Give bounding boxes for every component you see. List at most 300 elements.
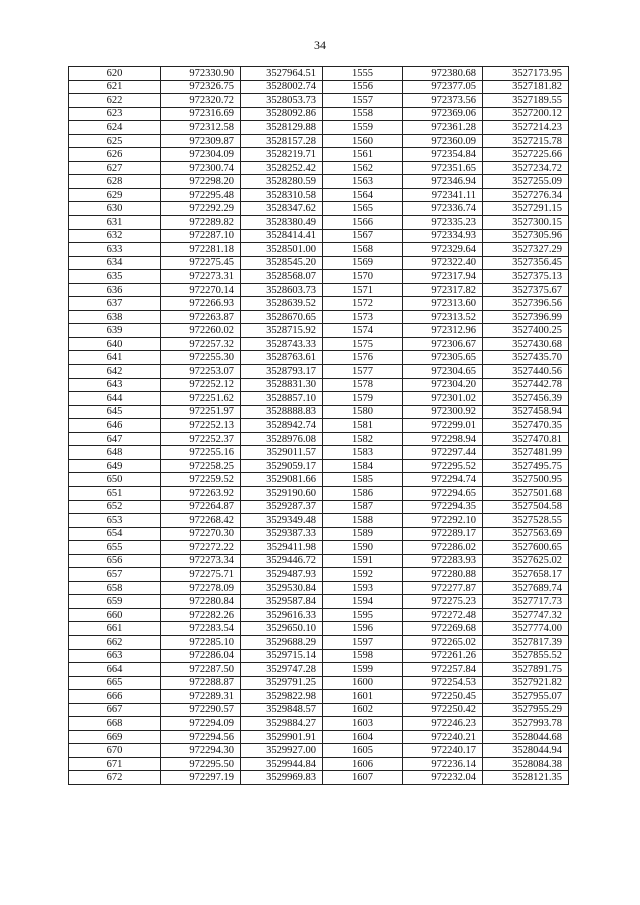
point-number-cell: 634: [69, 256, 161, 270]
point-number-cell: 667: [69, 703, 161, 717]
y-coordinate-cell: 3529487.93: [241, 568, 323, 582]
point-number-cell: 1600: [323, 676, 403, 690]
x-coordinate-cell: 972288.87: [161, 676, 241, 690]
x-coordinate-cell: 972377.05: [403, 80, 483, 94]
y-coordinate-cell: 3529969.83: [241, 771, 323, 785]
y-coordinate-cell: 3528310.58: [241, 188, 323, 202]
y-coordinate-cell: 3529530.84: [241, 581, 323, 595]
point-number-cell: 630: [69, 202, 161, 216]
point-number-cell: 648: [69, 446, 161, 460]
point-number-cell: 651: [69, 486, 161, 500]
point-number-cell: 650: [69, 473, 161, 487]
point-number-cell: 1557: [323, 94, 403, 108]
y-coordinate-cell: 3527234.72: [483, 161, 569, 175]
x-coordinate-cell: 972290.57: [161, 703, 241, 717]
point-number-cell: 636: [69, 283, 161, 297]
x-coordinate-cell: 972280.88: [403, 568, 483, 582]
x-coordinate-cell: 972309.87: [161, 134, 241, 148]
table-row: [69, 161, 569, 175]
point-number-cell: 1555: [323, 67, 403, 81]
point-number-cell: 639: [69, 324, 161, 338]
y-coordinate-cell: 3527356.45: [483, 256, 569, 270]
x-coordinate-cell: 972286.02: [403, 541, 483, 555]
point-number-cell: 1573: [323, 310, 403, 324]
x-coordinate-cell: 972260.02: [161, 324, 241, 338]
table-row: [69, 310, 569, 324]
point-number-cell: 1585: [323, 473, 403, 487]
point-number-cell: 661: [69, 622, 161, 636]
y-coordinate-cell: 3528670.65: [241, 310, 323, 324]
table-row: [69, 378, 569, 392]
x-coordinate-cell: 972246.23: [403, 717, 483, 731]
point-number-cell: 658: [69, 581, 161, 595]
table-row: [69, 459, 569, 473]
y-coordinate-cell: 3528121.35: [483, 771, 569, 785]
y-coordinate-cell: 3527855.52: [483, 649, 569, 663]
x-coordinate-cell: 972298.20: [161, 175, 241, 189]
point-number-cell: 1563: [323, 175, 403, 189]
x-coordinate-cell: 972257.32: [161, 337, 241, 351]
y-coordinate-cell: 3527435.70: [483, 351, 569, 365]
y-coordinate-cell: 3527625.02: [483, 554, 569, 568]
point-number-cell: 1577: [323, 365, 403, 379]
y-coordinate-cell: 3528976.08: [241, 432, 323, 446]
point-number-cell: 624: [69, 121, 161, 135]
y-coordinate-cell: 3529901.91: [241, 730, 323, 744]
y-coordinate-cell: 3529650.10: [241, 622, 323, 636]
table-row: [69, 365, 569, 379]
y-coordinate-cell: 3527400.25: [483, 324, 569, 338]
y-coordinate-cell: 3527173.95: [483, 67, 569, 81]
x-coordinate-cell: 972270.14: [161, 283, 241, 297]
point-number-cell: 1562: [323, 161, 403, 175]
table-row: [69, 649, 569, 663]
y-coordinate-cell: 3527501.68: [483, 486, 569, 500]
table-row: [69, 175, 569, 189]
y-coordinate-cell: 3528044.94: [483, 744, 569, 758]
y-coordinate-cell: 3529287.37: [241, 500, 323, 514]
y-coordinate-cell: 3528888.83: [241, 405, 323, 419]
point-number-cell: 1604: [323, 730, 403, 744]
y-coordinate-cell: 3527504.58: [483, 500, 569, 514]
point-number-cell: 666: [69, 690, 161, 704]
y-coordinate-cell: 3527955.29: [483, 703, 569, 717]
x-coordinate-cell: 972294.35: [403, 500, 483, 514]
y-coordinate-cell: 3528157.28: [241, 134, 323, 148]
point-number-cell: 1590: [323, 541, 403, 555]
point-number-cell: 1599: [323, 663, 403, 677]
x-coordinate-cell: 972280.84: [161, 595, 241, 609]
x-coordinate-cell: 972304.20: [403, 378, 483, 392]
point-number-cell: 629: [69, 188, 161, 202]
y-coordinate-cell: 3527658.17: [483, 568, 569, 582]
x-coordinate-cell: 972322.40: [403, 256, 483, 270]
y-coordinate-cell: 3527563.69: [483, 527, 569, 541]
x-coordinate-cell: 972316.69: [161, 107, 241, 121]
table-row: [69, 216, 569, 230]
y-coordinate-cell: 3528129.88: [241, 121, 323, 135]
table-row: [69, 541, 569, 555]
point-number-cell: 654: [69, 527, 161, 541]
x-coordinate-cell: 972329.64: [403, 243, 483, 257]
x-coordinate-cell: 972294.65: [403, 486, 483, 500]
table-row: [69, 134, 569, 148]
point-number-cell: 1556: [323, 80, 403, 94]
table-row: [69, 622, 569, 636]
x-coordinate-cell: 972346.94: [403, 175, 483, 189]
y-coordinate-cell: 3528793.17: [241, 365, 323, 379]
point-number-cell: 635: [69, 270, 161, 284]
table-row: [69, 514, 569, 528]
y-coordinate-cell: 3529616.33: [241, 608, 323, 622]
table-row: [69, 446, 569, 460]
point-number-cell: 1572: [323, 297, 403, 311]
x-coordinate-cell: 972300.92: [403, 405, 483, 419]
table-row: [69, 635, 569, 649]
point-number-cell: 1596: [323, 622, 403, 636]
point-number-cell: 656: [69, 554, 161, 568]
point-number-cell: 1575: [323, 337, 403, 351]
point-number-cell: 649: [69, 459, 161, 473]
table-row: [69, 486, 569, 500]
point-number-cell: 1578: [323, 378, 403, 392]
point-number-cell: 1584: [323, 459, 403, 473]
point-number-cell: 1601: [323, 690, 403, 704]
x-coordinate-cell: 972312.96: [403, 324, 483, 338]
x-coordinate-cell: 972285.10: [161, 635, 241, 649]
point-number-cell: 657: [69, 568, 161, 582]
x-coordinate-cell: 972297.44: [403, 446, 483, 460]
x-coordinate-cell: 972304.09: [161, 148, 241, 162]
table-row: [69, 94, 569, 108]
y-coordinate-cell: 3528092.86: [241, 107, 323, 121]
table-row: [69, 297, 569, 311]
x-coordinate-cell: 972301.02: [403, 392, 483, 406]
point-number-cell: 1592: [323, 568, 403, 582]
x-coordinate-cell: 972287.10: [161, 229, 241, 243]
y-coordinate-cell: 3528857.10: [241, 392, 323, 406]
x-coordinate-cell: 972317.82: [403, 283, 483, 297]
y-coordinate-cell: 3527481.99: [483, 446, 569, 460]
y-coordinate-cell: 3527500.95: [483, 473, 569, 487]
point-number-cell: 640: [69, 337, 161, 351]
y-coordinate-cell: 3527327.29: [483, 243, 569, 257]
y-coordinate-cell: 3527430.68: [483, 337, 569, 351]
x-coordinate-cell: 972278.09: [161, 581, 241, 595]
x-coordinate-cell: 972252.12: [161, 378, 241, 392]
x-coordinate-cell: 972334.93: [403, 229, 483, 243]
y-coordinate-cell: 3527470.81: [483, 432, 569, 446]
y-coordinate-cell: 3528044.68: [483, 730, 569, 744]
coordinates-table: [68, 66, 569, 785]
y-coordinate-cell: 3527717.73: [483, 595, 569, 609]
table-row: [69, 608, 569, 622]
y-coordinate-cell: 3527993.78: [483, 717, 569, 731]
page-number: 34: [314, 38, 326, 52]
point-number-cell: 655: [69, 541, 161, 555]
table-row: [69, 663, 569, 677]
y-coordinate-cell: 3529715.14: [241, 649, 323, 663]
point-number-cell: 620: [69, 67, 161, 81]
point-number-cell: 1570: [323, 270, 403, 284]
x-coordinate-cell: 972292.10: [403, 514, 483, 528]
table-row: [69, 243, 569, 257]
table-row: [69, 473, 569, 487]
point-number-cell: 1593: [323, 581, 403, 595]
x-coordinate-cell: 972255.16: [161, 446, 241, 460]
x-coordinate-cell: 972299.01: [403, 419, 483, 433]
point-number-cell: 1589: [323, 527, 403, 541]
x-coordinate-cell: 972264.87: [161, 500, 241, 514]
y-coordinate-cell: 3528568.07: [241, 270, 323, 284]
x-coordinate-cell: 972277.87: [403, 581, 483, 595]
y-coordinate-cell: 3527689.74: [483, 581, 569, 595]
y-coordinate-cell: 3527921.82: [483, 676, 569, 690]
point-number-cell: 641: [69, 351, 161, 365]
y-coordinate-cell: 3527276.34: [483, 188, 569, 202]
x-coordinate-cell: 972295.52: [403, 459, 483, 473]
point-number-cell: 659: [69, 595, 161, 609]
y-coordinate-cell: 3528603.73: [241, 283, 323, 297]
x-coordinate-cell: 972351.65: [403, 161, 483, 175]
x-coordinate-cell: 972300.74: [161, 161, 241, 175]
point-number-cell: 1603: [323, 717, 403, 731]
y-coordinate-cell: 3528414.41: [241, 229, 323, 243]
point-number-cell: 621: [69, 80, 161, 94]
y-coordinate-cell: 3527747.32: [483, 608, 569, 622]
y-coordinate-cell: 3529927.00: [241, 744, 323, 758]
y-coordinate-cell: 3528347.62: [241, 202, 323, 216]
table-row: [69, 283, 569, 297]
y-coordinate-cell: 3528639.52: [241, 297, 323, 311]
y-coordinate-cell: 3527305.96: [483, 229, 569, 243]
x-coordinate-cell: 972289.31: [161, 690, 241, 704]
y-coordinate-cell: 3529059.17: [241, 459, 323, 473]
x-coordinate-cell: 972317.94: [403, 270, 483, 284]
table-row: [69, 568, 569, 582]
y-coordinate-cell: 3527955.07: [483, 690, 569, 704]
x-coordinate-cell: 972252.13: [161, 419, 241, 433]
x-coordinate-cell: 972263.87: [161, 310, 241, 324]
table-row: [69, 405, 569, 419]
x-coordinate-cell: 972251.62: [161, 392, 241, 406]
y-coordinate-cell: 3529688.29: [241, 635, 323, 649]
y-coordinate-cell: 3527964.51: [241, 67, 323, 81]
point-number-cell: 1580: [323, 405, 403, 419]
point-number-cell: 1597: [323, 635, 403, 649]
table-row: [69, 188, 569, 202]
y-coordinate-cell: 3527470.35: [483, 419, 569, 433]
point-number-cell: 1558: [323, 107, 403, 121]
y-coordinate-cell: 3528084.38: [483, 757, 569, 771]
y-coordinate-cell: 3527528.55: [483, 514, 569, 528]
table-row: [69, 757, 569, 771]
point-number-cell: 663: [69, 649, 161, 663]
x-coordinate-cell: 972360.09: [403, 134, 483, 148]
point-number-cell: 1564: [323, 188, 403, 202]
x-coordinate-cell: 972380.68: [403, 67, 483, 81]
table-row: [69, 595, 569, 609]
table-row: [69, 690, 569, 704]
table-row: [69, 527, 569, 541]
point-number-cell: 669: [69, 730, 161, 744]
y-coordinate-cell: 3527300.15: [483, 216, 569, 230]
table-row: [69, 337, 569, 351]
table-row: [69, 270, 569, 284]
point-number-cell: 628: [69, 175, 161, 189]
point-number-cell: 631: [69, 216, 161, 230]
x-coordinate-cell: 972294.74: [403, 473, 483, 487]
x-coordinate-cell: 972268.42: [161, 514, 241, 528]
table-row: [69, 419, 569, 433]
x-coordinate-cell: 972336.74: [403, 202, 483, 216]
x-coordinate-cell: 972258.25: [161, 459, 241, 473]
x-coordinate-cell: 972354.84: [403, 148, 483, 162]
point-number-cell: 670: [69, 744, 161, 758]
x-coordinate-cell: 972313.52: [403, 310, 483, 324]
x-coordinate-cell: 972289.17: [403, 527, 483, 541]
y-coordinate-cell: 3529190.60: [241, 486, 323, 500]
table-row: [69, 717, 569, 731]
x-coordinate-cell: 972294.56: [161, 730, 241, 744]
point-number-cell: 623: [69, 107, 161, 121]
x-coordinate-cell: 972283.93: [403, 554, 483, 568]
point-number-cell: 1567: [323, 229, 403, 243]
point-number-cell: 660: [69, 608, 161, 622]
x-coordinate-cell: 972250.45: [403, 690, 483, 704]
point-number-cell: 1586: [323, 486, 403, 500]
table-row: [69, 730, 569, 744]
x-coordinate-cell: 972273.34: [161, 554, 241, 568]
point-number-cell: 1587: [323, 500, 403, 514]
y-coordinate-cell: 3529944.84: [241, 757, 323, 771]
y-coordinate-cell: 3528545.20: [241, 256, 323, 270]
table-row: [69, 202, 569, 216]
x-coordinate-cell: 972281.18: [161, 243, 241, 257]
y-coordinate-cell: 3527291.15: [483, 202, 569, 216]
table-row: [69, 676, 569, 690]
point-number-cell: 1574: [323, 324, 403, 338]
point-number-cell: 1594: [323, 595, 403, 609]
table-row: [69, 148, 569, 162]
y-coordinate-cell: 3527375.67: [483, 283, 569, 297]
point-number-cell: 671: [69, 757, 161, 771]
y-coordinate-cell: 3529884.27: [241, 717, 323, 731]
point-number-cell: 1607: [323, 771, 403, 785]
coordinates-table-body: [69, 67, 569, 785]
table-row: [69, 432, 569, 446]
x-coordinate-cell: 972313.60: [403, 297, 483, 311]
x-coordinate-cell: 972294.09: [161, 717, 241, 731]
point-number-cell: 1569: [323, 256, 403, 270]
x-coordinate-cell: 972282.26: [161, 608, 241, 622]
point-number-cell: 662: [69, 635, 161, 649]
point-number-cell: 1595: [323, 608, 403, 622]
point-number-cell: 1605: [323, 744, 403, 758]
y-coordinate-cell: 3527396.99: [483, 310, 569, 324]
x-coordinate-cell: 972326.75: [161, 80, 241, 94]
table-row: [69, 107, 569, 121]
y-coordinate-cell: 3528501.00: [241, 243, 323, 257]
x-coordinate-cell: 972253.07: [161, 365, 241, 379]
x-coordinate-cell: 972294.30: [161, 744, 241, 758]
x-coordinate-cell: 972275.71: [161, 568, 241, 582]
y-coordinate-cell: 3529822.98: [241, 690, 323, 704]
x-coordinate-cell: 972287.50: [161, 663, 241, 677]
y-coordinate-cell: 3528715.92: [241, 324, 323, 338]
point-number-cell: 664: [69, 663, 161, 677]
x-coordinate-cell: 972272.22: [161, 541, 241, 555]
table-row: [69, 703, 569, 717]
x-coordinate-cell: 972295.50: [161, 757, 241, 771]
point-number-cell: 638: [69, 310, 161, 324]
x-coordinate-cell: 972335.23: [403, 216, 483, 230]
x-coordinate-cell: 972283.54: [161, 622, 241, 636]
y-coordinate-cell: 3529349.48: [241, 514, 323, 528]
table-row: [69, 80, 569, 94]
y-coordinate-cell: 3528763.61: [241, 351, 323, 365]
x-coordinate-cell: 972286.04: [161, 649, 241, 663]
y-coordinate-cell: 3527214.23: [483, 121, 569, 135]
point-number-cell: 1598: [323, 649, 403, 663]
point-number-cell: 1565: [323, 202, 403, 216]
point-number-cell: 637: [69, 297, 161, 311]
y-coordinate-cell: 3528280.59: [241, 175, 323, 189]
y-coordinate-cell: 3528831.30: [241, 378, 323, 392]
x-coordinate-cell: 972295.48: [161, 188, 241, 202]
y-coordinate-cell: 3527458.94: [483, 405, 569, 419]
point-number-cell: 1576: [323, 351, 403, 365]
point-number-cell: 1581: [323, 419, 403, 433]
x-coordinate-cell: 972341.11: [403, 188, 483, 202]
point-number-cell: 1568: [323, 243, 403, 257]
point-number-cell: 633: [69, 243, 161, 257]
y-coordinate-cell: 3528252.42: [241, 161, 323, 175]
point-number-cell: 1606: [323, 757, 403, 771]
y-coordinate-cell: 3527891.75: [483, 663, 569, 677]
x-coordinate-cell: 972373.56: [403, 94, 483, 108]
point-number-cell: 1583: [323, 446, 403, 460]
y-coordinate-cell: 3527495.75: [483, 459, 569, 473]
x-coordinate-cell: 972259.52: [161, 473, 241, 487]
y-coordinate-cell: 3527215.78: [483, 134, 569, 148]
table-row: [69, 744, 569, 758]
point-number-cell: 645: [69, 405, 161, 419]
x-coordinate-cell: 972289.82: [161, 216, 241, 230]
table-row: [69, 121, 569, 135]
x-coordinate-cell: 972297.19: [161, 771, 241, 785]
point-number-cell: 642: [69, 365, 161, 379]
x-coordinate-cell: 972240.17: [403, 744, 483, 758]
y-coordinate-cell: 3528002.74: [241, 80, 323, 94]
x-coordinate-cell: 972257.84: [403, 663, 483, 677]
x-coordinate-cell: 972320.72: [161, 94, 241, 108]
point-number-cell: 1571: [323, 283, 403, 297]
x-coordinate-cell: 972261.26: [403, 649, 483, 663]
x-coordinate-cell: 972251.97: [161, 405, 241, 419]
point-number-cell: 644: [69, 392, 161, 406]
y-coordinate-cell: 3527200.12: [483, 107, 569, 121]
x-coordinate-cell: 972306.67: [403, 337, 483, 351]
x-coordinate-cell: 972272.48: [403, 608, 483, 622]
x-coordinate-cell: 972266.93: [161, 297, 241, 311]
x-coordinate-cell: 972254.53: [403, 676, 483, 690]
x-coordinate-cell: 972255.30: [161, 351, 241, 365]
y-coordinate-cell: 3529587.84: [241, 595, 323, 609]
table-row: [69, 500, 569, 514]
point-number-cell: 632: [69, 229, 161, 243]
y-coordinate-cell: 3528942.74: [241, 419, 323, 433]
